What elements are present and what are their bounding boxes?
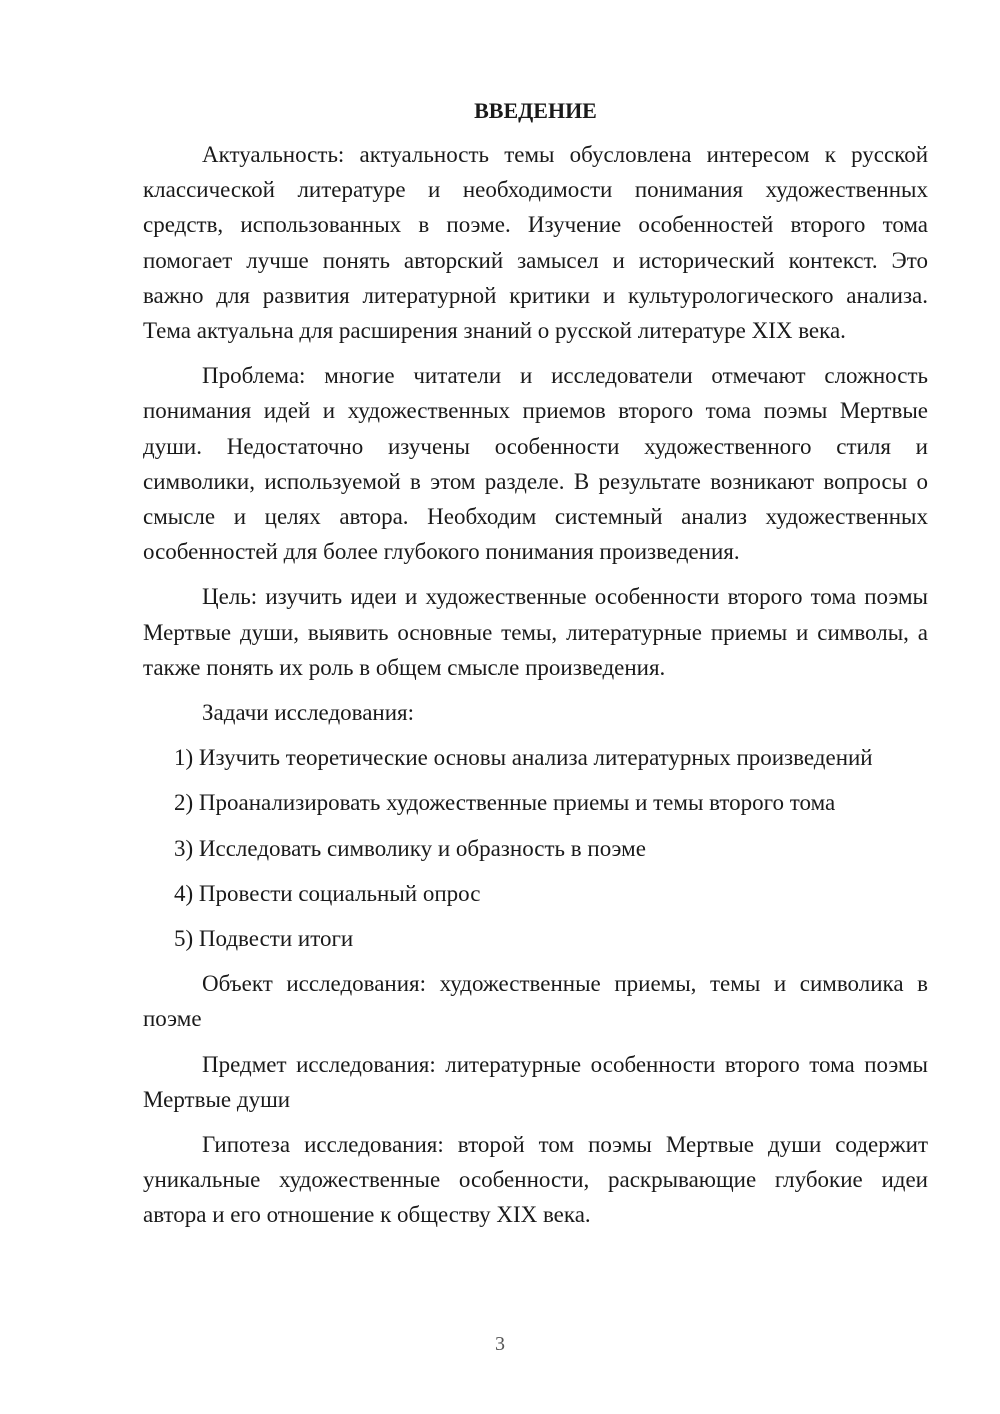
- page-title: ВВЕДЕНИЕ: [474, 98, 597, 123]
- document-page: [143, 95, 928, 1243]
- list-item: 2) Проанализировать художественные приемы и темы второго тома: [174, 790, 836, 816]
- object-paragraph: Объект исследования: художественные приемы, темы и символика в поэме: [143, 971, 928, 1032]
- goal-paragraph: Цель: изучить идеи и художественные особенности второго тома поэмы Мертвые души, выявить основные темы, литературные приемы и символы, а также понять их роль в общем смысле произведения.: [143, 584, 928, 680]
- tasks-list: [143, 740, 928, 956]
- list-item: 1) Изучить теоретические основы анализа литературных произведений: [174, 745, 873, 771]
- hypothesis-paragraph: Гипотеза исследования: второй том поэмы Мертвые души содержит уникальные художественные особенности, раскрывающие глубокие идеи автора и его отношение к обществу XIX века.: [143, 1132, 928, 1228]
- page-number: 3: [495, 1333, 505, 1355]
- relevance-paragraph: Актуальность: актуальность темы обусловлена интересом к русской классической литературе и необходимости понимания художественных средств, использованных в поэме. Изучение особенностей второго тома помогает лучше понять авторский замысел и исторический контекст. Это важно для развития литературной критики и культурологического анализа. Тема актуальна для расширения знаний о русской литературе XIX века.: [143, 142, 928, 344]
- subject-paragraph: Предмет исследования: литературные особенности второго тома поэмы Мертвые души: [143, 1051, 928, 1112]
- list-item: 3) Исследовать символику и образность в поэме: [174, 835, 646, 861]
- list-item: 5) Подвести итоги: [174, 926, 354, 952]
- list-item: 4) Провести социальный опрос: [174, 880, 481, 906]
- tasks-heading: Задачи исследования:: [202, 700, 415, 726]
- problem-paragraph: Проблема: многие читатели и исследователи отмечают сложность понимания идей и художественных приемов второго тома поэмы Мертвые души. Недостаточно изучены особенности художественного стиля и символики, используемой в этом разделе. В результате возникают вопросы о смысле и целях автора. Необходим системный анализ художественных особенностей для более глубокого понимания произведения.: [143, 363, 928, 565]
